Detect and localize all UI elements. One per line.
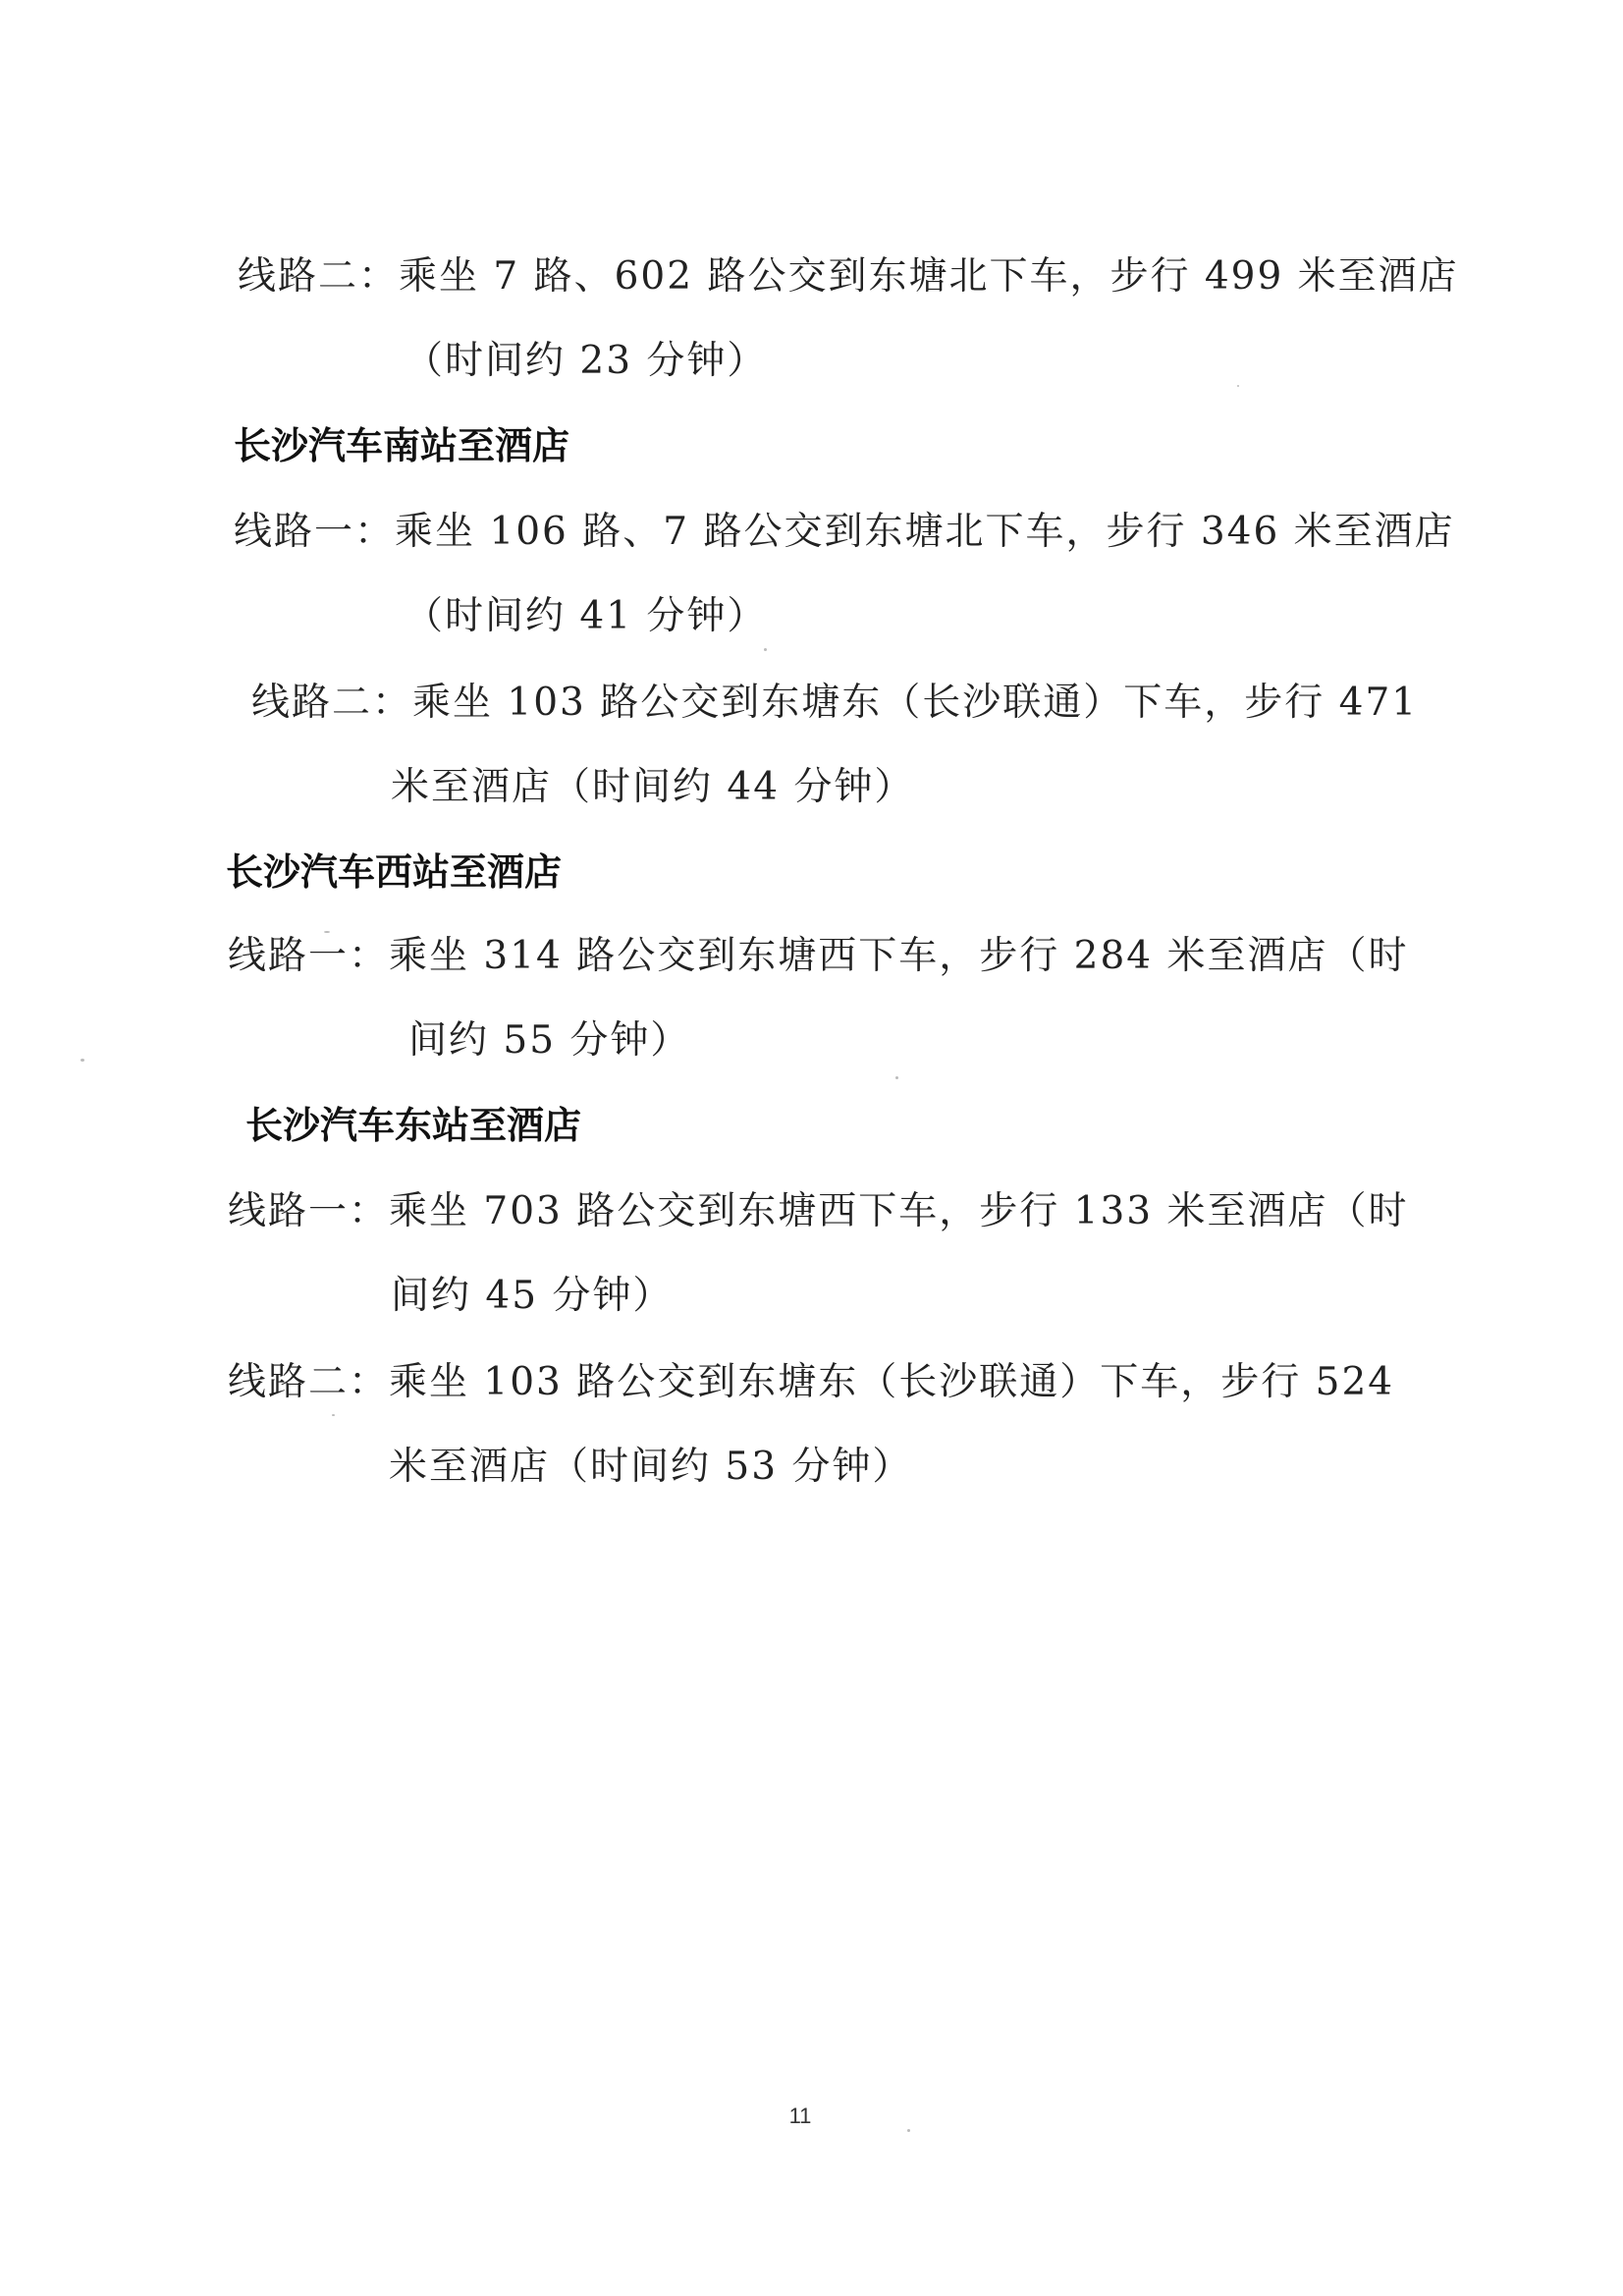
page-number: 11 [788, 2104, 812, 2128]
route-text-line: 线路一：乘坐 703 路公交到东塘西下车，步行 133 米至酒店（时 [228, 1189, 1409, 1233]
scan-speck [324, 931, 330, 933]
route-text-line: 米至酒店（时间约 44 分钟） [391, 765, 915, 809]
route-text-line: （时间约 23 分钟） [405, 339, 768, 383]
route-text-line: 间约 45 分钟） [391, 1274, 674, 1318]
route-text-line: 线路二：乘坐 103 路公交到东塘东（长沙联通）下车，步行 524 [228, 1360, 1395, 1404]
scan-speck [1237, 385, 1239, 387]
route-text-line: 线路一：乘坐 106 路、7 路公交到东塘北下车，步行 346 米至酒店 [234, 510, 1455, 554]
route-text-line: 线路二：乘坐 7 路、602 路公交到东塘北下车，步行 499 米至酒店 [238, 254, 1459, 299]
scan-speck [81, 1059, 84, 1062]
section-heading-south-station: 长沙汽车南站至酒店 [234, 424, 570, 467]
route-text-line: 米至酒店（时间约 53 分钟） [389, 1445, 913, 1489]
route-text-line: 线路二：乘坐 103 路公交到东塘东（长沙联通）下车，步行 471 [251, 681, 1419, 725]
scan-speck [332, 1414, 335, 1416]
scan-speck [895, 1076, 898, 1079]
scan-speck [764, 648, 767, 651]
route-text-line: 间约 55 分钟） [408, 1018, 691, 1063]
section-heading-west-station: 长沙汽车西站至酒店 [226, 850, 563, 894]
scan-speck [907, 2129, 910, 2132]
section-heading-east-station: 长沙汽车东站至酒店 [245, 1104, 582, 1147]
route-text-line: （时间约 41 分钟） [405, 594, 768, 638]
route-text-line: 线路一：乘坐 314 路公交到东塘西下车，步行 284 米至酒店（时 [228, 934, 1409, 978]
